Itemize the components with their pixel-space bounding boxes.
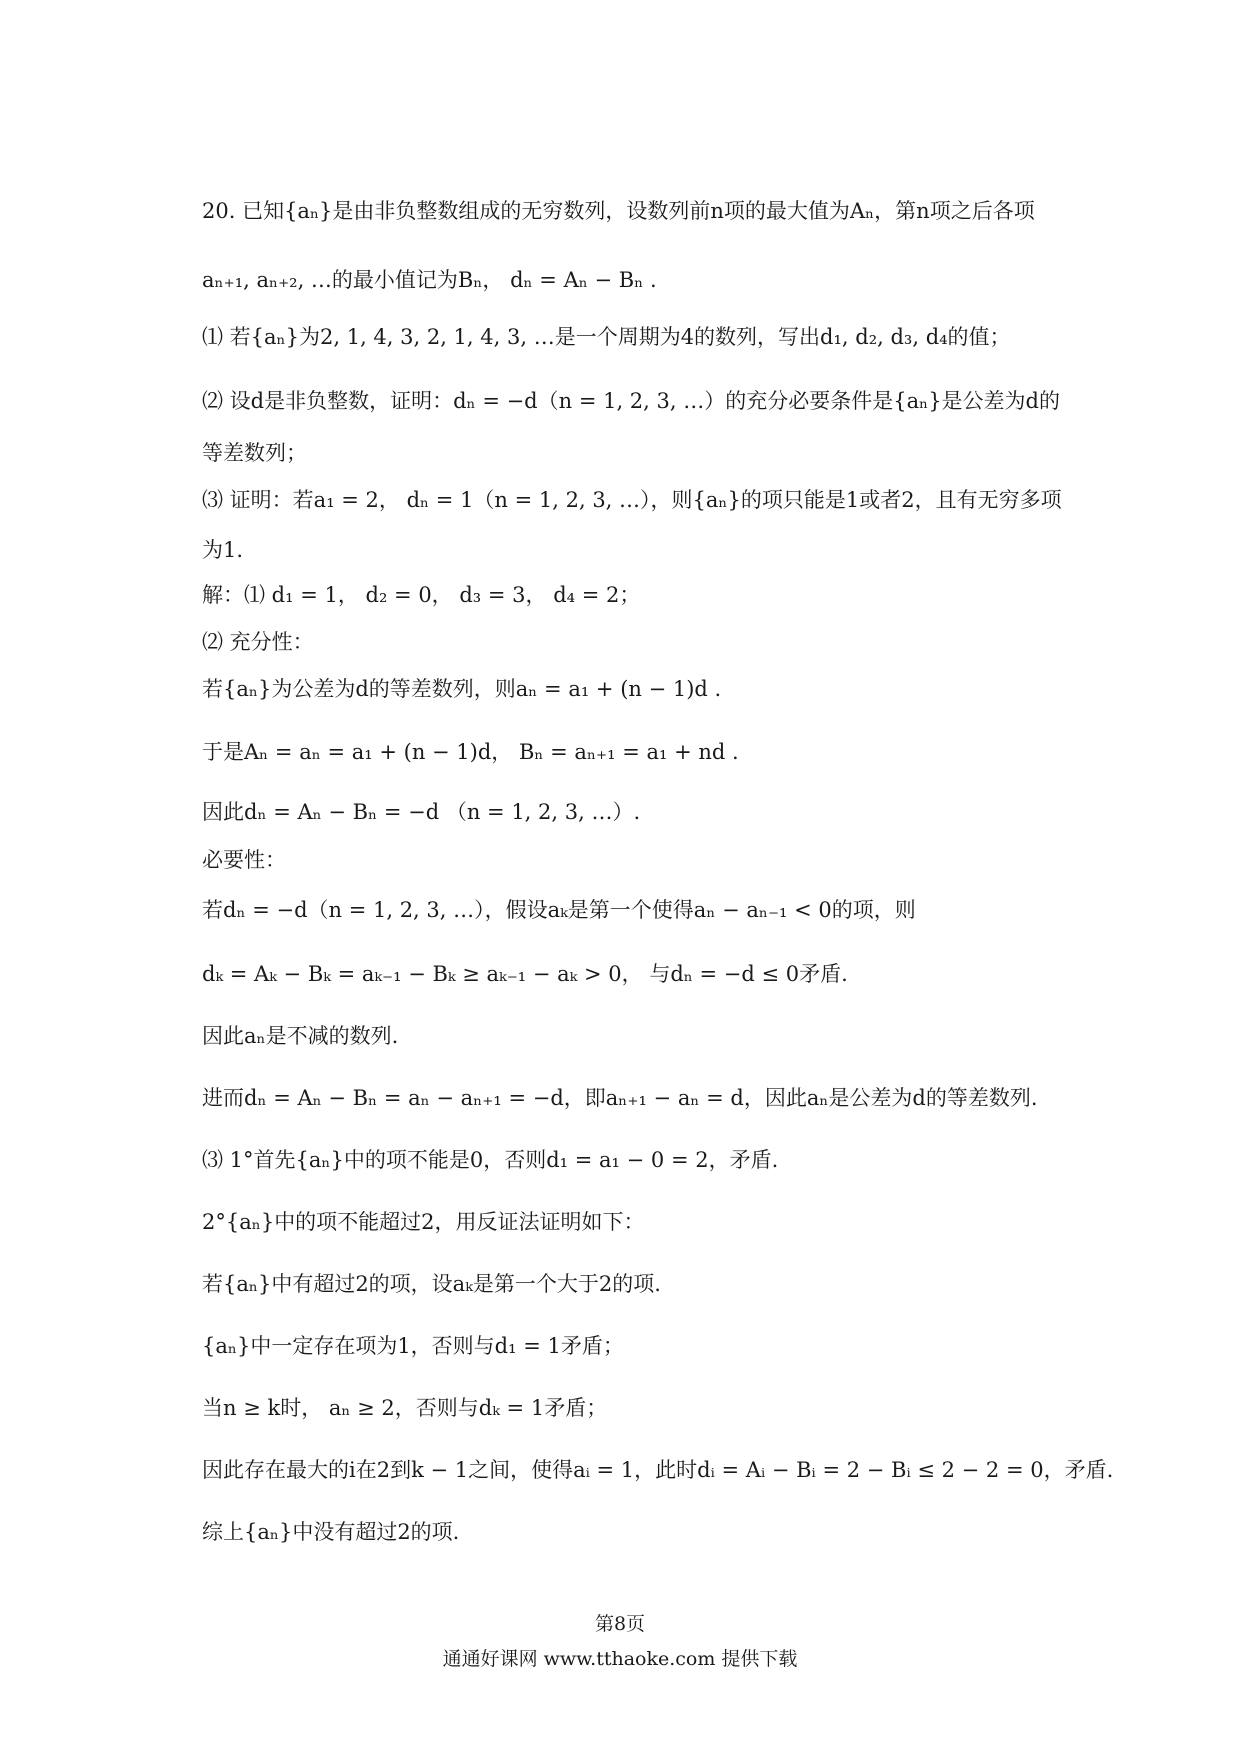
solution-line-3: 若{aₙ}为公差为d的等差数列，则aₙ = a₁ + (n − 1)d . xyxy=(202,677,722,701)
problem-part-3-line-2: 为1. xyxy=(202,538,244,562)
solution-line-4: 于是Aₙ = aₙ = a₁ + (n − 1)d， Bₙ = aₙ₊₁ = a₁ + nd . xyxy=(202,740,739,764)
solution-line-5: 因此dₙ = Aₙ − Bₙ = −d （n = 1, 2, 3, …）. xyxy=(202,800,641,824)
problem-stem-line-2: aₙ₊₁, aₙ₊₂, …的最小值记为Bₙ， dₙ = Aₙ − Bₙ . xyxy=(202,268,657,292)
solution-line-12: 2°{aₙ}中的项不能超过2，用反证法证明如下： xyxy=(202,1210,645,1234)
solution-line-7: 若dₙ = −d（n = 1, 2, 3, …），假设aₖ是第一个使得aₙ − aₙ₋₁ < 0的项，则 xyxy=(202,898,916,922)
solution-line-9: 因此aₙ是不减的数列. xyxy=(202,1024,399,1048)
solution-line-16: 因此存在最大的i在2到k − 1之间，使得aᵢ = 1，此时dᵢ = Aᵢ − Bᵢ = 2 − Bᵢ ≤ 2 − 2 = 0，矛盾. xyxy=(202,1458,1114,1482)
solution-line-2: ⑵ 充分性： xyxy=(202,630,314,654)
problem-part-1: ⑴ 若{aₙ}为2, 1, 4, 3, 2, 1, 4, 3, …是一个周期为4的数列，写出d₁, d₂, d₃, d₄的值； xyxy=(202,325,1011,349)
solution-line-11: ⑶ 1°首先{aₙ}中的项不能是0，否则d₁ = a₁ − 0 = 2，矛盾. xyxy=(202,1148,779,1172)
problem-part-3-line-1: ⑶ 证明：若a₁ = 2， dₙ = 1（n = 1, 2, 3, …），则{aₙ}的项只能是1或者2，且有无穷多项 xyxy=(202,488,1062,512)
solution-line-10: 进而dₙ = Aₙ − Bₙ = aₙ − aₙ₊₁ = −d，即aₙ₊₁ − aₙ = d，因此aₙ是公差为d的等差数列. xyxy=(202,1086,1038,1110)
problem-part-2-line-1: ⑵ 设d是非负整数，证明：dₙ = −d（n = 1, 2, 3, …）的充分必要条件是{aₙ}是公差为d的 xyxy=(202,389,1061,413)
problem-part-2-line-2: 等差数列； xyxy=(202,441,307,465)
source-credit: 通通好课网 www.tthaoke.com 提供下载 xyxy=(442,1648,798,1670)
solution-line-1: 解：⑴ d₁ = 1， d₂ = 0， d₃ = 3， d₄ = 2； xyxy=(202,583,641,607)
solution-line-14: {aₙ}中一定存在项为1，否则与d₁ = 1矛盾； xyxy=(202,1334,624,1358)
solution-line-13: 若{aₙ}中有超过2的项，设aₖ是第一个大于2的项. xyxy=(202,1272,661,1296)
solution-line-8: dₖ = Aₖ − Bₖ = aₖ₋₁ − Bₖ ≥ aₖ₋₁ − aₖ > 0， 与dₙ = −d ≤ 0矛盾. xyxy=(202,962,848,986)
page-number: 第8页 xyxy=(594,1613,646,1635)
problem-stem-line-1: 20. 已知{aₙ}是由非负整数组成的无穷数列，设数列前n项的最大值为Aₙ，第n项之后各项 xyxy=(202,199,1035,223)
solution-line-6: 必要性： xyxy=(202,848,286,872)
solution-line-17: 综上{aₙ}中没有超过2的项. xyxy=(202,1520,460,1544)
solution-line-15: 当n ≥ k时， aₙ ≥ 2，否则与dₖ = 1矛盾； xyxy=(202,1396,608,1420)
